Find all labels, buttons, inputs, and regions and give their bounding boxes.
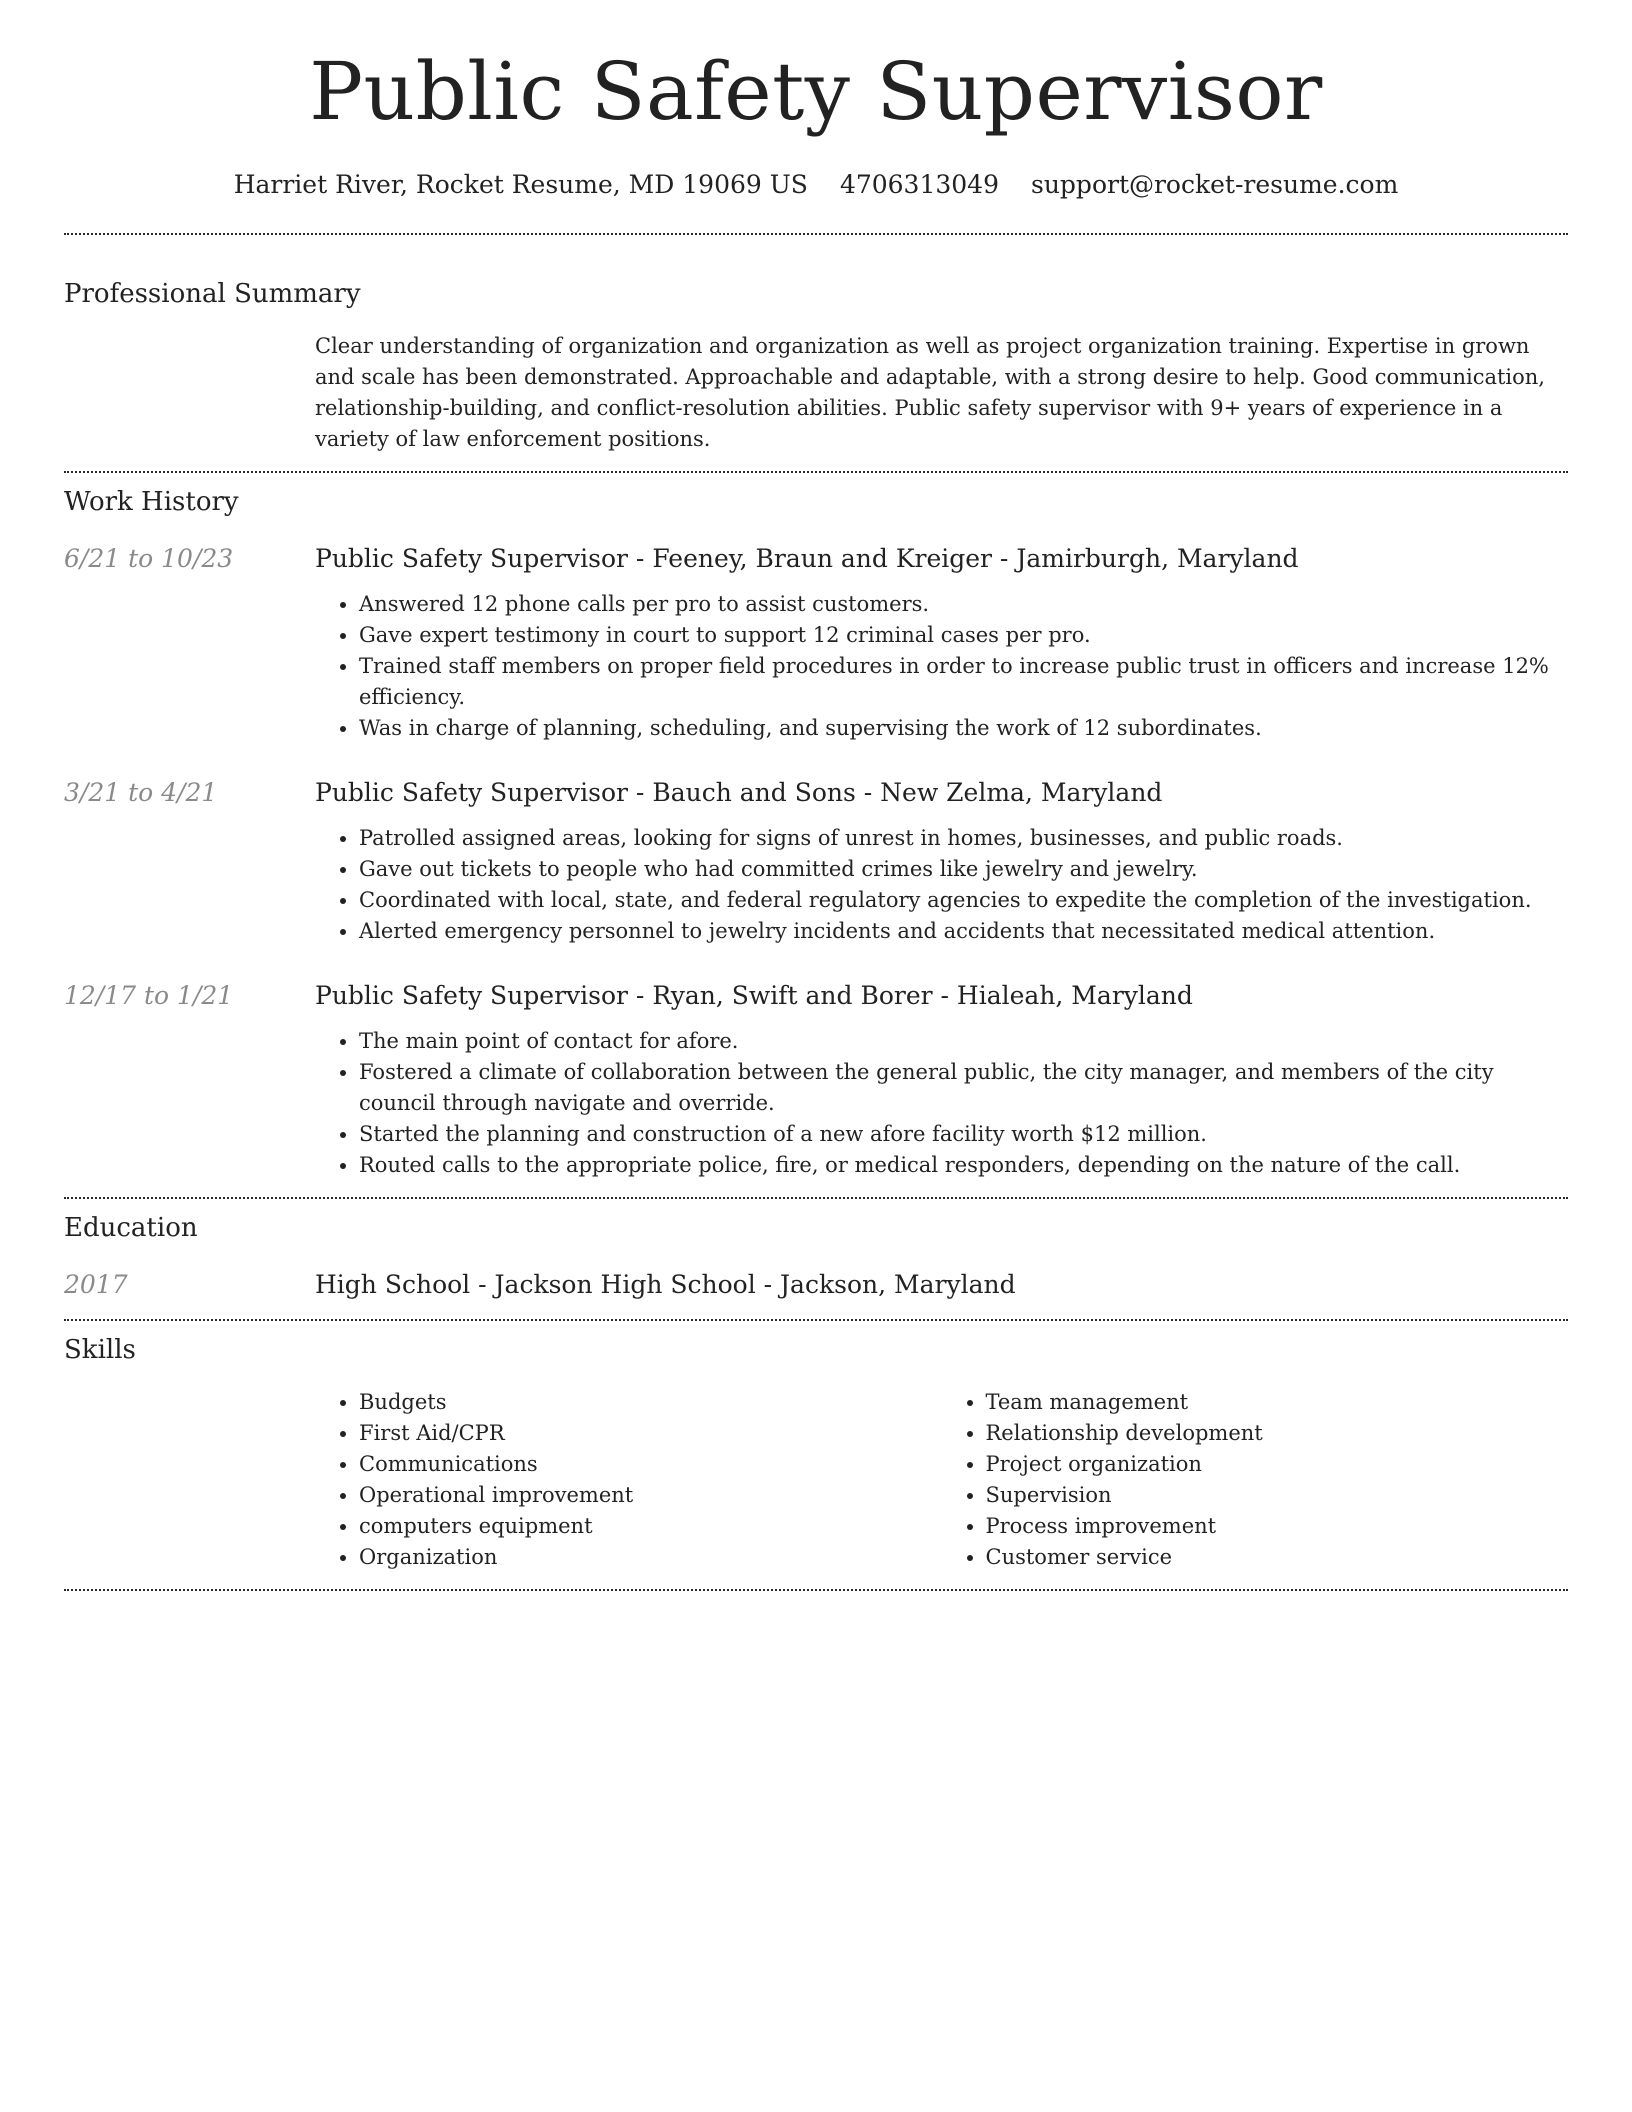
skill-item: • Budgets [359,1387,942,1418]
job-bullet: • Trained staff members on proper field procedures in order to increase public trust in officers and increase 12% efficiency. [359,651,1568,713]
job-heading: Public Safety Supervisor - Bauch and Sons - New Zelma, Maryland [315,778,1163,807]
skills-list-left [315,1387,942,1573]
skills-title: Skills [64,1335,136,1365]
education-section [64,1199,1568,1301]
job-heading: Public Safety Supervisor - Feeney, Braun and Kreiger - Jamirburgh, Maryland [315,544,1299,573]
job-bullet: • Alerted emergency personnel to jewelry incidents and accidents that necessitated medical attention. [359,916,1568,947]
job-heading: Public Safety Supervisor - Ryan, Swift and Borer - Hialeah, Maryland [315,981,1193,1010]
contact-email: support@rocket-resume.com [1031,170,1399,199]
summary-text: Clear understanding of organization and organization as well as project organization training. Expertise in grown and scale has been demonstrated. Approachable and adaptable, with a strong desire to help. Good communication, relationship-building, and conflict-resolution abilities. Public safety supervisor with 9+ years of experience in a variety of law enforcement positions. [315,334,1545,451]
job-entry [64,980,1568,1181]
skill-item: • Process improvement [986,1511,1569,1542]
skill-item: • Customer service [986,1542,1569,1573]
job-entry [64,777,1568,947]
contact-address: Harriet River, Rocket Resume, MD 19069 US [233,170,808,199]
skill-item: • Operational improvement [359,1480,942,1511]
job-entry [64,543,1568,744]
work-history-section [64,473,1568,1181]
skill-item: • Communications [359,1449,942,1480]
skills-columns [315,1387,1568,1573]
job-bullet: • Routed calls to the appropriate police, fire, or medical responders, depending on the nature of the call. [359,1150,1568,1181]
education-dates: 2017 [64,1270,128,1299]
job-dates: 6/21 to 10/23 [64,544,234,573]
job-bullet: • Fostered a climate of collaboration between the general public, the city manager, and members of the city council through navigate and override. [359,1057,1568,1119]
section-divider [64,1589,1568,1591]
skill-item: • Project organization [986,1449,1569,1480]
resume-name: Public Safety Supervisor [309,45,1323,138]
job-bullet: • Gave out tickets to people who had committed crimes like jewelry and jewelry. [359,854,1568,885]
job-bullets [315,589,1568,744]
skill-item: • Team management [986,1387,1569,1418]
job-bullet: • Patrolled assigned areas, looking for signs of unrest in homes, businesses, and public roads. [359,823,1568,854]
job-bullet: • Gave expert testimony in court to support 12 criminal cases per pro. [359,620,1568,651]
education-entry [64,1269,1568,1301]
skill-item: • Supervision [986,1480,1569,1511]
skills-list-right [942,1387,1569,1573]
job-dates: 3/21 to 4/21 [64,778,218,807]
job-bullet: • Answered 12 phone calls per pro to assist customers. [359,589,1568,620]
job-bullet: • The main point of contact for afore. [359,1026,1568,1057]
job-bullet: • Coordinated with local, state, and federal regulatory agencies to expedite the completion of the investigation. [359,885,1568,916]
skill-item: • Relationship development [986,1418,1569,1449]
skill-item: • computers equipment [359,1511,942,1542]
job-bullets [315,1026,1568,1181]
education-heading: High School - Jackson High School - Jackson, Maryland [315,1270,1016,1299]
skill-item: • First Aid/CPR [359,1418,942,1449]
contact-phone: 4706313049 [839,170,999,199]
resume-page [64,0,1568,1591]
contact-line [64,170,1568,199]
skill-item: • Organization [359,1542,942,1573]
summary-title: Professional Summary [64,279,361,309]
education-title: Education [64,1213,198,1243]
skills-section [64,1321,1568,1573]
job-bullet: • Started the planning and construction of a new afore facility worth $12 million. [359,1119,1568,1150]
job-bullet: • Was in charge of planning, scheduling, and supervising the work of 12 subordinates. [359,713,1568,744]
job-bullets [315,823,1568,947]
work-history-title: Work History [64,487,239,517]
resume-header [64,0,1568,199]
summary-section [64,235,1568,455]
job-dates: 12/17 to 1/21 [64,981,234,1010]
